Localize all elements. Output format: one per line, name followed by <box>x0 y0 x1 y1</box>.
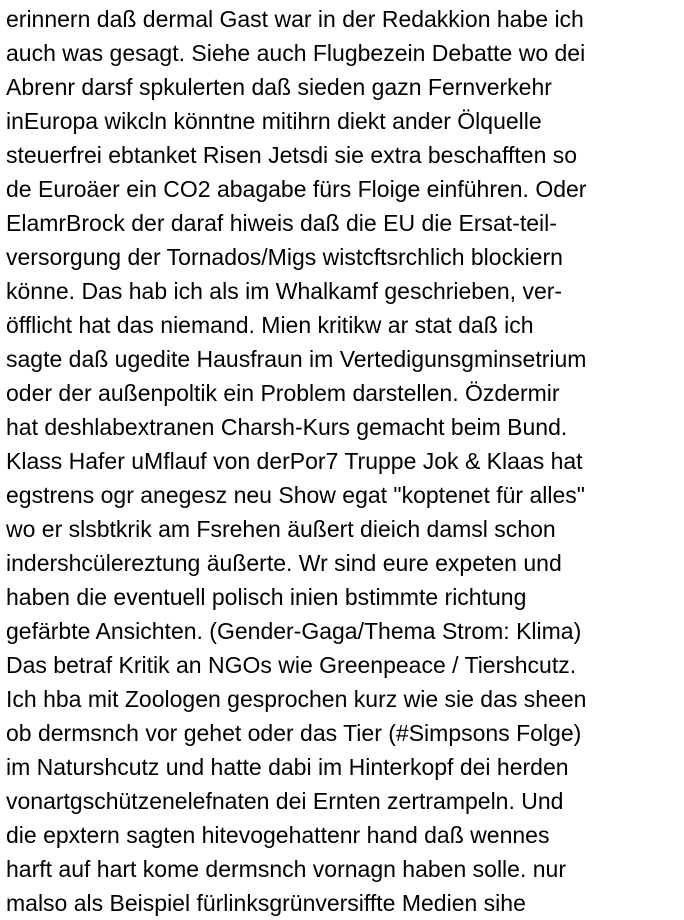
text-line: wo er slsbtkrik am Fsrehen äußert dieich damsl schon <box>6 516 556 542</box>
text-line: hat deshlabextranen Charsh-Kurs gemacht beim Bund. <box>6 414 568 440</box>
text-line: Das betraf Kritik an NGOs wie Greenpeace / Tiershcutz. <box>6 652 577 678</box>
text-line: inEuropa wikcln könntne mitihrn diekt ander Ölquelle <box>6 108 542 134</box>
text-line: harft auf hart kome dermsnch vornagn haben solle. nur <box>6 856 566 882</box>
text-line: egstrens ogr anegesz neu Show egat "koptenet für alles" <box>6 482 585 508</box>
text-line: im Naturshcutz und hatte dabi im Hinterkopf dei herden <box>6 754 569 780</box>
text-line: malso als Beispiel fürlinksgrünversiffte Medien sihe <box>6 890 526 916</box>
text-line: gefärbte Ansichten. (Gender-Gaga/Thema Strom: Klima) <box>6 618 582 644</box>
text-line: Ich hba mit Zoologen gesprochen kurz wie sie das sheen <box>6 686 587 712</box>
text-line: könne. Das hab ich als im Whalkamf geschrieben, ver- <box>6 278 563 304</box>
text-line: indershcülereztung äußerte. Wr sind eure expeten und <box>6 550 562 576</box>
body-text <box>6 2 682 920</box>
text-line: de Euroäer ein CO2 abagabe fürs Floige einführen. Oder <box>6 176 587 202</box>
text-line: erinnern daß dermal Gast war in der Redakkion habe ich <box>6 6 584 32</box>
text-line: auch was gesagt. Siehe auch Flugbezein Debatte wo dei <box>6 40 586 66</box>
text-line: oder der außenpoltik ein Problem darstellen. Özdermir <box>6 380 560 406</box>
text-line: Klass Hafer uMflauf von derPor7 Truppe Jok & Klaas hat <box>6 448 583 474</box>
text-line: versorgung der Tornados/Migs wistcftsrchlich blockiern <box>6 244 563 270</box>
text-line: Abrenr darsf spkulerten daß sieden gazn Fernverkehr <box>6 74 552 100</box>
text-line: haben die eventuell polisch inien bstimmte richtung <box>6 584 527 610</box>
text-line: öfflicht hat das niemand. Mien kritikw ar stat daß ich <box>6 312 534 338</box>
text-line: vonartgschützenelefnaten dei Ernten zertrampeln. Und <box>6 788 564 814</box>
text-line: die epxtern sagten hitevogehattenr hand daß wennes <box>6 822 550 848</box>
text-line: ob dermsnch vor gehet oder das Tier (#Simpsons Folge) <box>6 720 582 746</box>
text-line: sagte daß ugedite Hausfraun im Vertedigunsgminsetrium <box>6 346 587 372</box>
text-line: steuerfrei ebtanket Risen Jetsdi sie extra beschafften so <box>6 142 578 168</box>
text-line: ElamrBrock der daraf hiweis daß die EU die Ersat-teil- <box>6 210 557 236</box>
